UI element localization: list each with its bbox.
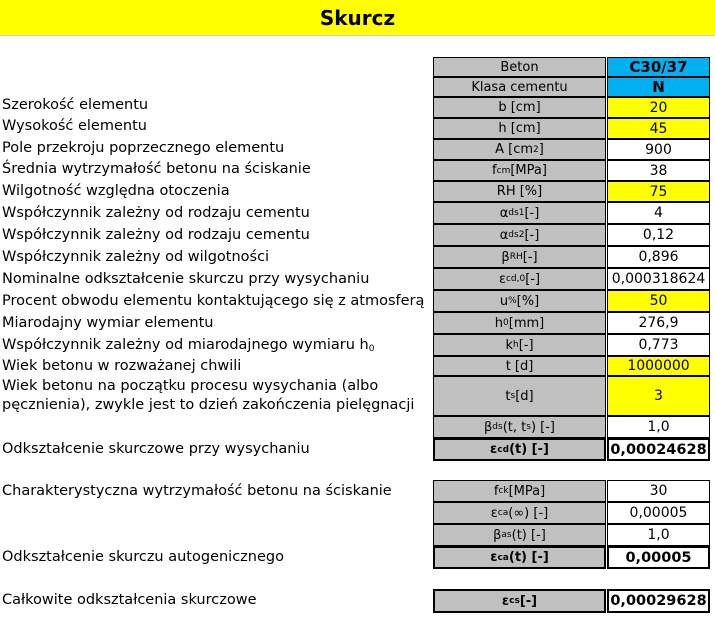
value-width[interactable]: 20 bbox=[607, 97, 710, 118]
label-height: Wysokość elementu bbox=[2, 118, 147, 134]
symbol-h0[interactable]: h 0 [mm] bbox=[433, 312, 606, 334]
symbol-width[interactable]: b [cm] bbox=[433, 97, 606, 118]
symbol-brh[interactable]: β RH [-] bbox=[433, 246, 606, 268]
label-brh: Współczynnik zależny od wilgotności bbox=[2, 249, 270, 265]
value-bas[interactable]: 1,0 bbox=[607, 524, 710, 546]
cement-class-cell[interactable]: N bbox=[607, 77, 710, 97]
symbol-ecd0[interactable]: ε cd,0 [-] bbox=[433, 268, 606, 290]
label-fcm: Średnia wytrzymałość betonu na ściskanie bbox=[2, 161, 311, 177]
symbol-ts[interactable]: t s [d] bbox=[433, 376, 606, 416]
label-fck: Charakterystyczna wytrzymałość betonu na ściskanie bbox=[2, 483, 392, 499]
symbol-fcm[interactable]: f cm [MPa] bbox=[433, 160, 606, 181]
value-kh[interactable]: 0,773 bbox=[607, 334, 710, 356]
label-ecd: Odkształcenie skurczowe przy wysychaniu bbox=[2, 441, 310, 457]
value-total[interactable]: 0,00029628 bbox=[607, 589, 710, 613]
symbol-ads1[interactable]: α ds1 [-] bbox=[433, 202, 606, 224]
value-rh[interactable]: 75 bbox=[607, 181, 710, 202]
value-eca-inf[interactable]: 0,00005 bbox=[607, 502, 710, 524]
symbol-area[interactable]: A [cm 2 ] bbox=[433, 139, 606, 160]
label-area: Pole przekroju poprzecznego elementu bbox=[2, 140, 285, 156]
cement-label-cell[interactable]: Klasa cementu bbox=[433, 77, 606, 97]
value-eca[interactable]: 0,00005 bbox=[607, 546, 710, 569]
symbol-total[interactable]: ε cs [-] bbox=[433, 589, 606, 613]
label-h0: Miarodajny wymiar elementu bbox=[2, 315, 214, 331]
value-area[interactable]: 900 bbox=[607, 139, 710, 160]
symbol-eca[interactable]: ε ca (t) [-] bbox=[433, 546, 606, 569]
value-perimeter[interactable]: 50 bbox=[607, 290, 710, 312]
symbol-bds[interactable]: β ds (t, t s ) [-] bbox=[433, 416, 606, 438]
symbol-fck[interactable]: f ck [MPa] bbox=[433, 480, 606, 502]
symbol-t[interactable]: t [d] bbox=[433, 356, 606, 376]
label-ts-line1: Wiek betonu na początku procesu wysychania (albo bbox=[2, 378, 379, 394]
value-ecd[interactable]: 0,00024628 bbox=[607, 438, 710, 461]
symbol-perimeter[interactable]: u % [%] bbox=[433, 290, 606, 312]
value-bds[interactable]: 1,0 bbox=[607, 416, 710, 438]
label-ads2: Współczynnik zależny od rodzaju cementu bbox=[2, 227, 310, 243]
beton-label-cell[interactable]: Beton bbox=[433, 57, 606, 77]
value-ads2[interactable]: 0,12 bbox=[607, 224, 710, 246]
beton-class-cell[interactable]: C30/37 bbox=[607, 57, 710, 77]
value-ecd0[interactable]: 0,000318624 bbox=[607, 268, 710, 290]
symbol-eca-inf[interactable]: ε ca (∞) [-] bbox=[433, 502, 606, 524]
symbol-rh[interactable]: RH [%] bbox=[433, 181, 606, 202]
symbol-ecd[interactable]: ε cd (t) [-] bbox=[433, 438, 606, 461]
label-rh: Wilgotność względna otoczenia bbox=[2, 183, 230, 199]
value-t[interactable]: 1000000 bbox=[607, 356, 710, 376]
value-fck[interactable]: 30 bbox=[607, 480, 710, 502]
label-t: Wiek betonu w rozważanej chwili bbox=[2, 358, 242, 374]
symbol-bas[interactable]: β as (t) [-] bbox=[433, 524, 606, 546]
sheet-title: Skurcz bbox=[0, 0, 715, 36]
symbol-kh[interactable]: k h [-] bbox=[433, 334, 606, 356]
label-width: Szerokość elementu bbox=[2, 97, 149, 113]
value-ts[interactable]: 3 bbox=[607, 376, 710, 416]
label-ts-line2: pęcznienia), zwykle jest to dzień zakończenia pielęgnacji bbox=[2, 397, 415, 413]
symbol-ads2[interactable]: α ds2 [-] bbox=[433, 224, 606, 246]
value-ads1[interactable]: 4 bbox=[607, 202, 710, 224]
value-h0[interactable]: 276,9 bbox=[607, 312, 710, 334]
label-total: Całkowite odkształcenia skurczowe bbox=[2, 592, 257, 608]
symbol-height[interactable]: h [cm] bbox=[433, 118, 606, 139]
value-brh[interactable]: 0,896 bbox=[607, 246, 710, 268]
value-fcm[interactable]: 38 bbox=[607, 160, 710, 181]
label-eca: Odkształcenie skurczu autogenicznego bbox=[2, 549, 284, 565]
label-ecd0: Nominalne odkształcenie skurczu przy wysychaniu bbox=[2, 271, 370, 287]
label-perimeter: Procent obwodu elementu kontaktującego się z atmosferą bbox=[2, 293, 425, 309]
label-kh: Współczynnik zależny od miarodajnego wymiaru $h_0$ bbox=[2, 337, 375, 354]
label-ads1: Współczynnik zależny od rodzaju cementu bbox=[2, 205, 310, 221]
value-height[interactable]: 45 bbox=[607, 118, 710, 139]
